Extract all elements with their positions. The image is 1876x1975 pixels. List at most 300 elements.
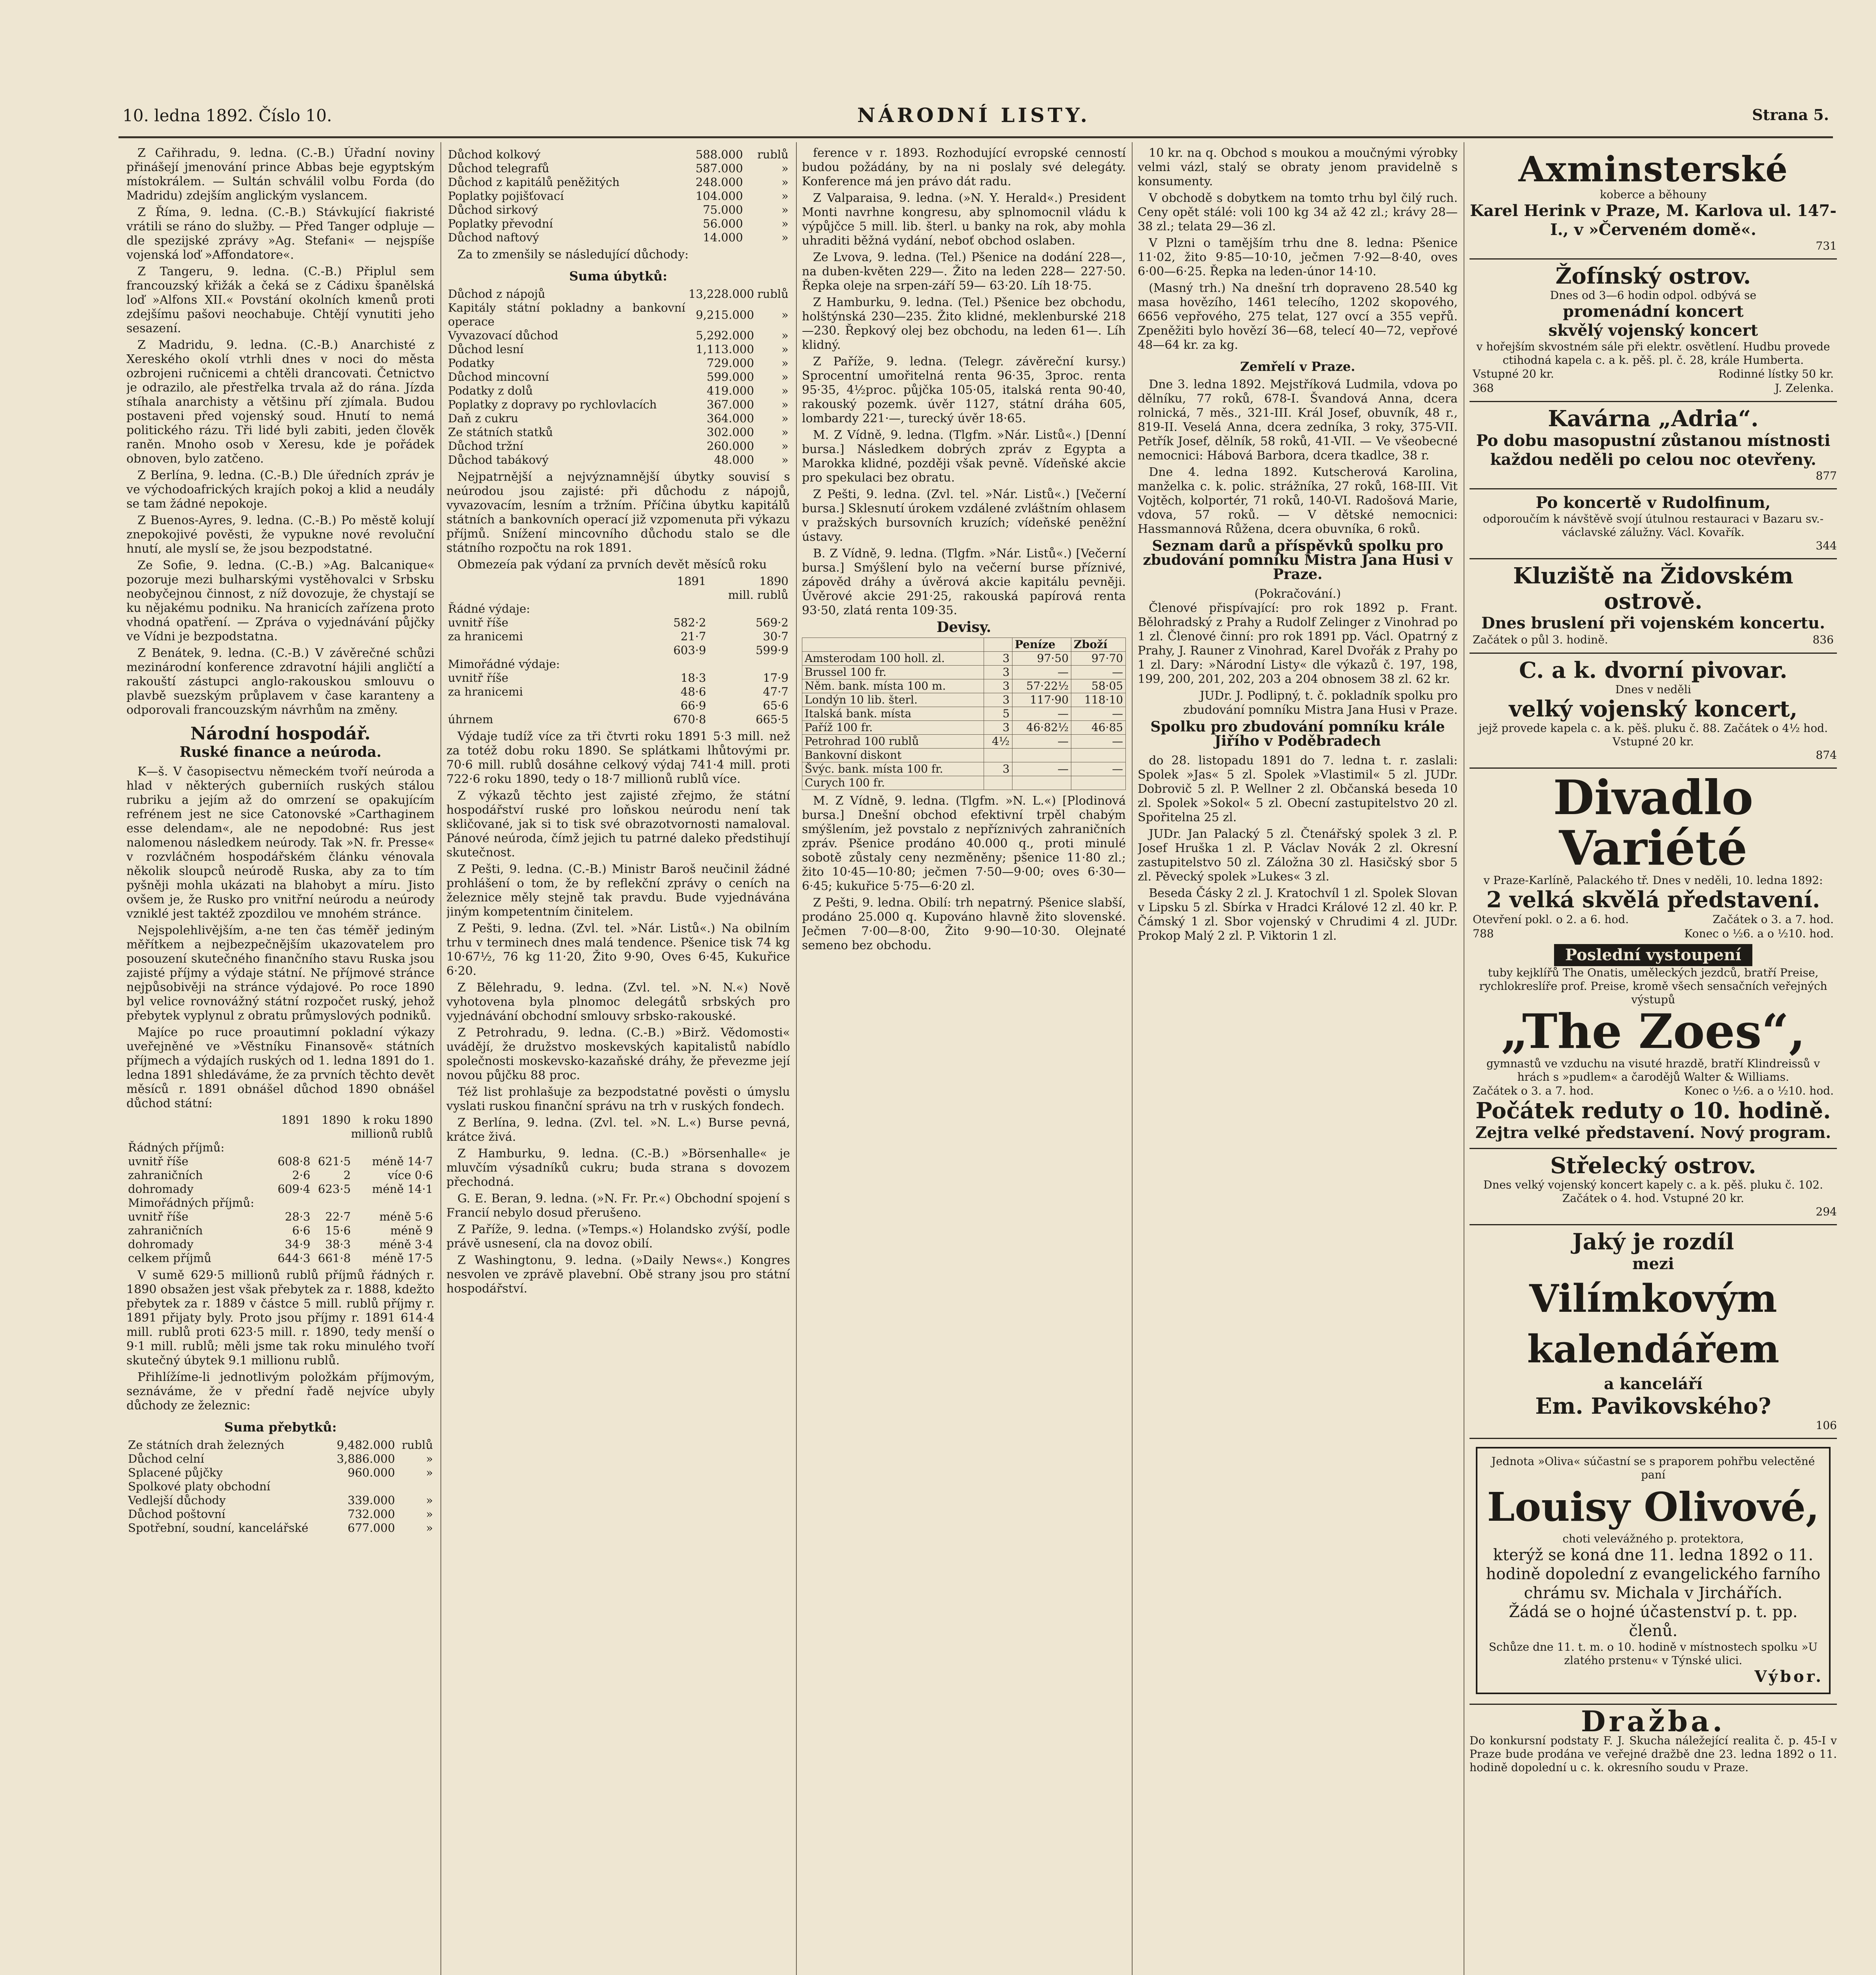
news-paragraph: Ze Lvova, 9. ledna. (Tel.) Pšenice na dodání 228—, na duben-květen 229—. Žito na leden 228— 227·50. Řepka oleje na srpen-září 59— 63·20. Líh 18·75.	[802, 250, 1126, 293]
news-paragraph: Z Paříže, 9. ledna. (»Temps.«) Holandsko zvýší, podle právě usnesení, cla na dovoz obilí.	[446, 1223, 790, 1251]
table-cell	[329, 1480, 397, 1493]
table-row	[802, 652, 1126, 666]
table-cell: dohromady	[128, 1182, 194, 1196]
table-cell: Italská bank. místa	[802, 707, 984, 721]
news-paragraph: V Plzni o tamějším trhu dne 8. ledna: Pšenice 11·02, žito 9·85—10·10, ječmen 7·92—8·40, oves 6·00—6·25. Řepka na leden-únor 14·10.	[1138, 236, 1458, 278]
news-paragraph: Z Pešti, 9. ledna. (Zvl. tel. »Nár. Listů«.) Na obilním trhu v terminech dnes malá tendence. Pšenice tisk 74 kg 10·67½, 76 kg 11·20, Žito 9·90, Oves 6·45, Kukuřice 6·20.	[446, 922, 790, 978]
ad-text: Začátek o 3. a 7. hod.	[1712, 913, 1834, 926]
ad-text: koberce a běhouny	[1600, 188, 1707, 201]
ad-funeral-notice	[1470, 1439, 1837, 1705]
table-cell: Švýc. bank. místa 100 fr.	[802, 762, 984, 776]
table-cell: méně 17·5	[372, 1251, 433, 1265]
table-unit: mill. rublů	[728, 588, 788, 602]
ad-signature: Výbor.	[1754, 1667, 1823, 1686]
table-row	[446, 287, 790, 301]
table-cell: 677.000	[348, 1521, 395, 1535]
table-header-cell	[984, 638, 1012, 652]
table-cell: méně 3·4	[379, 1238, 433, 1251]
table-row	[446, 425, 790, 439]
table-cell: 3	[984, 652, 1012, 666]
table-cell: 670·8	[673, 713, 706, 726]
table-row	[802, 749, 1126, 762]
table-cell: —	[1012, 707, 1071, 721]
news-paragraph: V obchodě s dobytkem na tomto trhu byl čilý ruch. Ceny opět stálé: voli 100 kg 34 až 42 zl.; krávy 28—38 zl.; telata 29—36 zl.	[1138, 191, 1458, 233]
table-cell: 1,113.000	[696, 342, 754, 356]
ad-price: Vstupné 20 kr.	[1473, 367, 1554, 380]
table-cell: 3,886.000	[337, 1452, 395, 1465]
ad-row	[1470, 381, 1837, 395]
column-4	[1138, 146, 1458, 1975]
table-cell	[312, 1196, 352, 1210]
table-cell: 599·9	[755, 643, 788, 657]
ad-heading: Střelecký ostrov.	[1550, 1153, 1756, 1179]
table-cell: 603·9	[673, 643, 706, 657]
table-cell: Ze státních statků	[448, 425, 553, 439]
ad-heading: Em. Pavikovského?	[1535, 1393, 1771, 1419]
donation-paragraph: do 28. listopadu 1891 do 7. ledna t. r. zaslali: Spolek »Jas« 5 zl. Spolek »Vlastimil« 5 zl. JUDr. Dobrovič 5 zl. P. Wellner 2 zl. Občanská beseda 10 zl. Spolek »Sokol« 5 zl. Obecní zastupitelstvo 20 zl. Spořitelna 25 zl.	[1138, 754, 1458, 824]
news-paragraph: Z Tangeru, 9. ledna. (C.-B.) Připlul sem francouzský křižák a čeká se z Cádixu španělská loď »Alfons XII.« Povstání okolních kmenů proti zdejšímu pašovi neochabuje. Chtějí vynutiti jeho sesazení.	[126, 265, 435, 335]
table-header-cell: 1890	[759, 574, 788, 588]
table-cell: Důchod z kapitálů peněžitých	[448, 175, 620, 189]
news-paragraph: Též list prohlašuje za bezpodstatné pověsti o úmyslu vyslati ruskou finanční správu na trh v ruských fondech.	[446, 1085, 790, 1113]
table-cell: Poplatky z dopravy po rychlovlacích	[448, 398, 657, 411]
revenue-items-table	[446, 148, 790, 245]
table-row	[802, 679, 1126, 693]
table-row	[126, 1210, 435, 1224]
table-cell: 5	[984, 707, 1012, 721]
table-cell: uvnitř říše	[128, 1155, 188, 1168]
table-body	[446, 148, 790, 245]
table-cell: Důchod lesní	[448, 342, 524, 356]
news-paragraph: M. Z Vídně, 9. ledna. (Tlgfm. »N. L.«) [Plodinová bursa.] Dnešní obchod efektivní trpěl chabým smýšlením, jež povstalo z nepříznivých zahraničních zpráv. Pšenice prodáno 40.000 q., proti minulé sobotě zůstaly ceny nezměněny; pšenice 11·80 zl.; žito 10·45—10·80; ječmen 7·50—9·00; oves 6·30—6·45; kukuřice 5·75—6·20 zl.	[802, 794, 1126, 893]
news-paragraph: G. E. Beran, 9. ledna. (»N. Fr. Pr.«) Obchodní spojení s Francií nebylo dosud přerušeno.	[446, 1192, 790, 1220]
table-cell: 17·9	[763, 671, 788, 685]
table-body	[126, 1155, 435, 1265]
table-row	[446, 616, 790, 630]
ad-text: promenádní koncert	[1563, 302, 1744, 321]
donation-paragraph: Členové přispívající: pro rok 1892 p. Frant. Bělohradský z Prahy a Rudolf Zelinger z Vinohrad po 1 zl. Členové činní: pro rok 1891 pp. Václ. Opatrný z Prahy, J. Rauner z Vinohrad, Karel Dvořák z Prahy po 1 zl. Dary: »Národní Listy« dle výkazů č. 197, 198, 199, 200, 201, 202, 203 a 204 obnosem 38 zl. 62 kr.	[1138, 601, 1458, 686]
table-cell: Důchod telegrafů	[448, 162, 549, 175]
table-cell: celkem příjmů	[128, 1251, 212, 1265]
table-row	[446, 203, 790, 217]
news-paragraph: Z Washingtonu, 9. ledna. (»Daily News«.) Kongres nesvolen ve zprávě plavební. Obě strany jsou pro státní hospodářství.	[446, 1253, 790, 1296]
table-cell: 15·6	[325, 1224, 351, 1237]
article-paragraph: Z výkazů těchto jest zajisté zřejmo, že státní hospodářství ruské pro loňskou neúrodu není tak skličované, jak si to tisk své obrazotvornosti namaloval. Pánové neúroda, čímž jejich tu patrné daleko předstihují skutečnost.	[446, 789, 790, 860]
table-row	[126, 1452, 435, 1466]
table-row	[446, 356, 790, 370]
table-row	[126, 1493, 435, 1507]
news-paragraph: M. Z Vídně, 9. ledna. (Tlgfm. »Nár. Listů«.) [Denní bursa.] Následkem dobrých zpráv z Egypta a Marokka klidné, později však pevně. Vídeňské akcie pro spekulaci bez obratu.	[802, 428, 1126, 485]
ad-heading: Axminsterské	[1518, 149, 1788, 190]
ad-number: 874	[1816, 749, 1837, 762]
ad-carpets	[1470, 146, 1837, 260]
table-cell: »	[781, 231, 788, 244]
table-cell: 6·6	[292, 1224, 310, 1237]
news-paragraph: B. Z Vídně, 9. ledna. (Tlgfm. »Nár. Listů«.) [Večerní bursa.] Smýšlení bylo na večerní burse příznivé, zápověd dráhy a úvěrová akcie kapitálu pevněji. Úvěrové akcie 291·25, rakouská papírová renta 93·50, zlatá renta 109·35.	[802, 547, 1126, 617]
table-cell: Mimořádných příjmů:	[128, 1196, 254, 1209]
table-title: Devisy.	[936, 619, 992, 636]
table-cell: uvnitř říše	[448, 616, 508, 629]
ad-text: Jednota »Oliva« súčastní se s praporem pohřbu velectěné paní	[1491, 1455, 1815, 1481]
obituary-paragraph: Dne 4. ledna 1892. Kutscherová Karolina, manželka c. k. polic. strážníka, 27 roků, 168-III. Vit Vojtěch, kolportér, 71 roků, 140-VI. Radošová Marie, vdova, 57 roků. — V dětské nemocnici: Hassmannová Růžena, dcera obuvníka, 6 roků.	[1138, 465, 1458, 536]
obituary-paragraph: Dne 3. ledna 1892. Mejstříková Ludmila, vdova po dělníku, 77 roků, 678-I. Švandová Anna, dcera rolnická, 7 měs., 321-III. Král Josef, obuvník, 48 r., 819-II. Veselá Anna, dcera zedníka, 3 roky, 375-VII. Petřík Josef, dělník, 58 roků, 41-VII. — Ve všeobecné nemocnici: Hábová Barbora, dcera tkadlce, 38 r.	[1138, 378, 1458, 463]
table-row	[126, 1238, 435, 1251]
table-cell: »	[781, 162, 788, 175]
ad-text: jejž provede kapela c. a k. pěš. pluku č. 88. Začátek o 4½ hod. Vstupné 20 kr.	[1478, 722, 1828, 748]
donation-paragraph: Beseda Čásky 2 zl. J. Kratochvíl 1 zl. Spolek Slovan v Lipsku 5 zl. Sbírka v Hradci Králové 12 zl. 40 kr. P. Čámský 1 zl. Sbor vojenský v Chrudimi 4 zl. JUDr. Prokop Malý 2 zl. P. Viktorin 1 zl.	[1138, 886, 1458, 943]
table-cell: 22·7	[325, 1210, 351, 1223]
ad-text: mezi	[1632, 1255, 1674, 1273]
table-cell: za hranicemi	[448, 685, 523, 698]
table-row	[126, 1251, 435, 1265]
ad-number: 294	[1816, 1205, 1837, 1218]
ad-variete	[1470, 769, 1837, 1149]
table-cell: 364.000	[707, 412, 754, 425]
table-cell: zahraničních	[128, 1224, 203, 1237]
table-body	[446, 287, 790, 467]
table-cell: »	[781, 412, 788, 425]
ad-heading: Žofínský ostrov.	[1555, 263, 1751, 289]
table-cell: uvnitř říše	[128, 1210, 188, 1223]
signature: JUDr. J. Podlipný, t. č. pokladník spolku pro zbudování pomníku Mistra Jana Husi v Praze.	[1183, 689, 1458, 717]
table-header-cell: 1891	[677, 574, 706, 588]
table-row	[126, 1155, 435, 1168]
ad-heading: Vilímkovým kalendářem	[1527, 1276, 1780, 1371]
section-heading: Národní hospodář.	[190, 724, 371, 744]
table-cell: Důchod poštovní	[128, 1507, 226, 1521]
table-row	[126, 1438, 435, 1452]
table-cell: 57·22½	[1012, 679, 1071, 693]
table-row	[446, 713, 790, 726]
ad-text: Dnes velký vojenský koncert kapely c. a k. pěš. pluku č. 102. Začátek o 4. hod. Vstupné 20 kr.	[1483, 1178, 1823, 1205]
table-cell: »	[426, 1452, 433, 1465]
table-cell: —	[1071, 666, 1126, 679]
table-cell: 14.000	[703, 231, 743, 244]
ad-text: tuby kejklířů The Onatis, uměleckých jezdců, bratří Preise, rychlokreslíře prof. Preise, kromě všech sensačních veřejných výstupů	[1479, 966, 1827, 1006]
column-divider	[440, 142, 441, 1975]
table-cell	[446, 699, 625, 713]
table-row	[446, 189, 790, 203]
article-paragraph: Majíce po ruce proautimní pokladní výkazy uveřejněné ve »Věstníku Finansově« státních příjmech a výdajích ruských od 1. ledna 1891 do 1. ledna 1891 shledáváme, že za prvních těchto devět měsíců r. 1891 obnášel důchod 1890 obnášel důchod státní:	[126, 1025, 435, 1110]
table-row	[126, 1480, 435, 1493]
table-cell: 118·10	[1071, 693, 1126, 707]
table-cell: 2·6	[292, 1168, 310, 1182]
table-cell: 339.000	[348, 1493, 395, 1507]
news-paragraph: Z Petrohradu, 9. ledna. (C.-B.) »Birž. Vědomosti« uvádějí, že družstvo moskevských kapitalistů nabídlo společnosti moskevsko-kazaňské dráhy, že převezme její novou půjčku 88 proc.	[446, 1026, 790, 1082]
ad-text: Dnes v neděli	[1615, 683, 1692, 696]
table-cell: 58·05	[1071, 679, 1126, 693]
table-cell: méně 5·6	[379, 1210, 433, 1223]
news-paragraph: Z Valparaisa, 9. ledna. (»N. Y. Herald«.) President Monti navrhne kongresu, aby splnomocnil vládu k výpůjčce 5 mill. lib. šterl. u banky na rok, aby mohla uhraditi běžná vydání, neboť obchod oslaben.	[802, 191, 1126, 248]
table-cell: 9,215.000	[696, 308, 754, 322]
table-cell: 367.000	[707, 398, 754, 411]
table-row	[126, 1507, 435, 1521]
ad-text: Po dobu masopustní zůstanou místnosti každou neděli po celou noc otevřeny.	[1476, 431, 1831, 469]
donation-paragraph: JUDr. Jan Palacký 5 zl. Čtenářský spolek 3 zl. P. Josef Hruška 1 zl. P. Václav Novák 2 zl. Okresní zastupitelstvo 50 zl. Záložna 30 zl. Hasičský sbor 5 zl. Pěvecký spolek »Lukes« 3 zl.	[1138, 827, 1458, 884]
table-cell: Kapitály státní pokladny a bankovní operace	[448, 301, 685, 328]
table-cell: Amsterodam 100 holl. zl.	[802, 652, 984, 666]
table-row	[446, 370, 790, 384]
table-row	[446, 301, 790, 329]
ad-text: Konec o ½6. a o ½10. hod.	[1684, 1084, 1834, 1097]
table-header-cell: k roku 1890	[363, 1113, 433, 1127]
table-row	[446, 643, 790, 657]
table-row	[446, 384, 790, 398]
table-cell: —	[1012, 666, 1071, 679]
table-cell	[1012, 776, 1071, 790]
table-row	[446, 148, 790, 162]
table-cell: 104.000	[695, 189, 743, 203]
ad-number: 877	[1816, 469, 1837, 482]
table-cell	[446, 643, 625, 657]
ad-text: choti velevážného p. protektora,	[1562, 1532, 1744, 1545]
ad-auction	[1470, 1705, 1837, 1780]
table-cell: 419.000	[707, 384, 754, 397]
header-rule	[119, 136, 1833, 138]
continuation-note: (Pokračování.)	[1254, 587, 1341, 601]
table-cell: —	[1071, 762, 1126, 776]
table-cell: Důchod tabákový	[448, 453, 549, 466]
table-cell: 117·90	[1012, 693, 1071, 707]
table-cell	[1071, 749, 1126, 762]
table-cell: úhrnem	[448, 713, 493, 726]
table-row	[126, 1521, 435, 1535]
ad-text: odporoučím k návštěvě svojí útulnou restauraci v Bazaru sv.-václavské zálužny. Václ. Kovařík.	[1483, 512, 1824, 539]
article-title: Ruské finance a neúroda.	[179, 744, 382, 760]
news-paragraph: Z Paříže, 9. ledna. (Telegr. závěreční kursy.) Sprocentní umořitelná renta 96·35, 3proc. renta 95·35, 4½proc. půjčka 105·05, italská renta 90·40, rakouský pozemk. úvěr 1127, státní dráha 605, lombardy 221·—, turecký úvěr 18·65.	[802, 355, 1126, 425]
section-heading: Zemřelí v Praze.	[1240, 359, 1355, 374]
table-cell: »	[781, 356, 788, 370]
expenditure-table	[446, 574, 790, 726]
ad-row	[1470, 367, 1837, 381]
ad-heading: Dražba.	[1581, 1704, 1725, 1738]
article-paragraph: Přihlížíme-li jednotlivým položkám příjmovým, seznáváme, že v přední řadě nejvíce ubyly důchody ze železnic:	[126, 1370, 435, 1413]
table-header-cell: Zboží	[1071, 638, 1126, 652]
news-paragraph: Z Buenos-Ayres, 9. ledna. (C.-B.) Po městě kolují znepokojivé pověsti, že vypukne nové revoluční hnutí, ale myslí se, že jsou bezpodstatné.	[126, 514, 435, 556]
news-paragraph: Z Hamburku, 9. ledna. (Tel.) Pšenice bez obchodu, holštýnská 230—235. Žito klidné, meklenburské 218—230. Řepkový olej bez obchodu, na leden 61—. Líh klidný.	[802, 295, 1126, 352]
ad-heading: Kavárna „Adria“.	[1548, 406, 1759, 432]
table-cell: 47·7	[763, 685, 788, 698]
table-cell: 729.000	[707, 356, 754, 370]
article-paragraph: V sumě 629·5 millionů rublů příjmů řádných r. 1890 obsažen jest však přebytek za r. 1888, kdežto přebytek za r. 1889 v částce 5 mill. rublů příjmy r. 1891 přijaty byly. Proto jsou příjmy r. 1891 614·4 mill. rublů proti 623·5 mill. r. 1890, tedy menší o 9·1 mill. rublů; měli jsme tak roku minulého tvoří skutečný úbytek 9.1 millionu rublů.	[126, 1268, 435, 1367]
table-cell: 3	[984, 721, 1012, 735]
ad-row	[1470, 927, 1837, 941]
table-cell: 2	[343, 1168, 351, 1182]
table-cell: »	[781, 384, 788, 397]
table-cell: »	[426, 1493, 433, 1507]
table-row	[126, 1466, 435, 1480]
ad-text: Dnes od 3—6 hodin odpol. odbývá se	[1550, 289, 1757, 302]
ad-row	[1470, 1084, 1837, 1098]
table-cell: 30·7	[763, 630, 788, 643]
ad-signature: J. Zelenka.	[1775, 382, 1834, 395]
table-cell: 588.000	[695, 148, 743, 161]
ad-text: gymnastů ve vzduchu na visuté hrazdě, bratří Klindreissů v hrách s »pudlem« a čarodějů Walter & Williams.	[1486, 1057, 1820, 1083]
table-row	[446, 162, 790, 175]
table-header-cell: 1891	[281, 1113, 310, 1127]
table-body	[446, 616, 790, 657]
article-paragraph: Za to zmenšily se následující důchody:	[457, 248, 689, 261]
ad-number: 788	[1473, 927, 1494, 940]
table-cell: 608·8	[277, 1155, 310, 1168]
ad-shooting-island	[1470, 1149, 1837, 1225]
table-row	[446, 439, 790, 453]
news-paragraph: (Masný trh.) Na dnešní trh dopraveno 28.540 kg masa hovězího, 1461 telecího, 1202 skopového, 6656 vepřového, 275 telat, 127 ovcí a 355 vepřů. Zpeněžiti bylo hovězí 36—68, telecí 40—72, vepřové 48—64 kr. za kg.	[1138, 281, 1458, 352]
table-row	[802, 666, 1126, 679]
masthead: NÁRODNÍ LISTY.	[857, 103, 1090, 127]
table-cell	[984, 776, 1012, 790]
table-cell: 66·9	[680, 699, 706, 712]
table-cell: 587.000	[695, 162, 743, 175]
table-body	[802, 652, 1126, 790]
table-cell: 75.000	[703, 203, 743, 216]
table-cell: 9,482.000	[337, 1438, 395, 1452]
table-cell: 644·3	[277, 1251, 310, 1265]
news-paragraph: Ze Sofie, 9. ledna. (C.-B.) »Ag. Balcanique« pozoruje mezi bulharskými vystěhovalci v Srbsku neobyčejnou činnost, z níž dovozuje, že chystají se ku nějakému podniku. Na hranicích zařízena proto vhodná opatření. — Zpráva o vyjednávání půjčky ve Vídni je bezpodstatna.	[126, 559, 435, 643]
table-row	[446, 453, 790, 467]
table-cell: méně 14·7	[372, 1155, 433, 1168]
news-paragraph: Z Cařihradu, 9. ledna. (C.-B.) Úřadní noviny přinášejí jmenování prince Abbas beje egyptským místokrálem. — Sultán schválil volbu Forda (do Madridu) zdejším anglickým vyslancem.	[126, 146, 435, 203]
ad-text: v Praze-Karlíně, Palackého tř. Dnes v neděli, 10. ledna 1892:	[1483, 874, 1823, 887]
table-cell: 48.000	[714, 453, 754, 466]
news-paragraph: Z Benátek, 9. ledna. (C.-B.) V závěrečné schůzi mezinárodní konference zdravotní hájili angličtí a rakouští zástupci anglo-rakouskou smlouvu o plavbě suezským průplavem v čase karanteny a odporovali francouzským návrhům na změny.	[126, 646, 435, 717]
table-row	[126, 1224, 435, 1238]
table-cell: 582·2	[673, 616, 706, 629]
ad-text: Karel Herink v Praze, M. Karlova ul. 147-I., v »Červeném domě«.	[1470, 201, 1836, 239]
ad-highlight: Poslední vystoupení	[1554, 944, 1752, 966]
table-cell: Důchod kolkový	[448, 148, 541, 161]
ad-text: kterýž se koná dne 11. ledna 1892 o 11. hodině dopolední z evangelického farního chrámu sv. Michala v Jirchářích.	[1486, 1546, 1821, 1602]
section-heading: Seznam darů a příspěvků spolku pro zbudování pomníku Mistra Jana Husi v Praze.	[1143, 538, 1453, 583]
table-row	[802, 693, 1126, 707]
table-cell: »	[781, 370, 788, 384]
ad-adria	[1470, 402, 1837, 489]
table-cell: »	[781, 203, 788, 216]
news-paragraph: Z Pešti, 9. ledna. Obilí: trh nepatrný. Pšenice slabší, prodáno 25.000 q. Kupováno hlavně žito slovenské. Ječmen 7·00—8·00, Žito 9·90—10·30. Olejnaté semeno bez obchodu.	[802, 896, 1126, 952]
column-2	[446, 146, 790, 1975]
table-cell: Bankovní diskont	[802, 749, 984, 762]
table-cell: za hranicemi	[448, 630, 523, 643]
ad-number: 106	[1816, 1419, 1837, 1432]
table-cell: rublů	[757, 148, 788, 161]
table-row	[802, 707, 1126, 721]
ad-number: 836	[1812, 633, 1834, 646]
table-cell: 661·8	[318, 1251, 351, 1265]
table-cell: Spotřební, soudní, kancelářské	[128, 1521, 309, 1535]
table-cell: »	[781, 329, 788, 342]
table-cell: Ze státních drah železných	[128, 1438, 284, 1452]
table-body	[126, 1438, 435, 1535]
table-cell: rublů	[757, 287, 788, 301]
ad-price: Rodinné lístky 50 kr.	[1718, 367, 1834, 380]
ad-text: Počátek reduty o 10. hodině.	[1475, 1098, 1831, 1124]
column-3	[802, 146, 1126, 1975]
table-cell: Vyvazovací důchod	[448, 329, 559, 342]
table-cell: 665·5	[755, 713, 788, 726]
table-cell	[984, 749, 1012, 762]
table-cell	[352, 1196, 435, 1210]
table-cell: Důchod naftový	[448, 231, 539, 244]
table-cell: 3	[984, 679, 1012, 693]
table-row	[802, 762, 1126, 776]
news-paragraph: ference v r. 1893. Rozhodující evropské cenností budou požádány, by na ni poslaly své delegáty. Konference má jen právo dát radu.	[802, 146, 1126, 188]
table-cell: rublů	[401, 1438, 433, 1452]
ad-text: a kanceláří	[1604, 1375, 1703, 1393]
table-cell: »	[781, 425, 788, 439]
table-cell: »	[781, 189, 788, 203]
table-cell: Daň z cukru	[448, 412, 518, 425]
page-header	[122, 103, 1829, 134]
table-header-cell	[446, 574, 625, 588]
article-paragraph: Nejpatrnější a nejvýznamnější úbytky souvisí s neúrodou jsou zajisté: při důchodu z nápojů, vyvazovacím, lesním a tržním. Příčina úbytku kapitálů státních a bankovních operací již vzpomenuta při výkazu příjmů. Snížení mincovního důchodu stalo se dle státního rozpočtu na rok 1891.	[446, 470, 790, 555]
table-row	[446, 412, 790, 425]
news-paragraph: 10 kr. na q. Obchod s moukou a moučnými výrobky velmi vázl, stalý se obraty jenom pravidelně s konsumenty.	[1138, 146, 1458, 188]
column-1	[126, 146, 435, 1975]
deficit-table	[446, 287, 790, 467]
ad-heading: C. a k. dvorní pivovar.	[1519, 657, 1788, 683]
table-cell: 28·3	[285, 1210, 310, 1223]
ad-text: Dnes bruslení při vojenském koncertu.	[1481, 614, 1825, 632]
table-cell: zahraničních	[128, 1168, 203, 1182]
ad-heading: Kluziště na Židovském ostrově.	[1513, 563, 1793, 614]
table-cell: 609·4	[277, 1182, 310, 1196]
ad-text: Začátek o půl 3. hodině.	[1473, 633, 1608, 646]
table-title: Suma úbytků:	[569, 269, 668, 284]
table-cell: méně 9	[390, 1224, 433, 1237]
table-row	[126, 1182, 435, 1196]
ad-text: v hořejším skvostném sále při elektr. osvětlení. Hudbu provede ctihodná kapela c. a k. pěš. pl. č. 28, krále Humberta.	[1476, 340, 1830, 367]
table-cell: 3	[984, 666, 1012, 679]
ad-row	[1470, 912, 1837, 927]
ad-text: Začátek o 3. a 7. hod.	[1473, 1084, 1594, 1097]
devisy-table	[802, 638, 1126, 790]
table-row	[446, 217, 790, 231]
table-cell: Vedlejší důchody	[128, 1493, 226, 1507]
table-header-cell: 1890	[322, 1113, 351, 1127]
ad-text: Schůze dne 11. t. m. o 10. hodině v místnostech spolku »U zlatého prstenu« v Týnské ulici.	[1488, 1640, 1818, 1667]
table-cell: 302.000	[707, 425, 754, 439]
table-cell: 46·82½	[1012, 721, 1071, 735]
table-cell: »	[781, 439, 788, 453]
table-row	[446, 671, 790, 685]
ad-zofin	[1470, 260, 1837, 402]
table-cell: 48·6	[680, 685, 706, 698]
ad-subheading	[1470, 944, 1837, 966]
ad-row	[1470, 633, 1837, 647]
table-row	[446, 342, 790, 356]
article-paragraph: Obmezeía pak výdaní za prvních devět měsíců roku	[457, 558, 767, 572]
table-cell: »	[426, 1521, 433, 1535]
table-row	[126, 1168, 435, 1182]
table-cell: 248.000	[695, 175, 743, 189]
table-cell: »	[781, 453, 788, 466]
column-divider	[1132, 142, 1133, 1975]
ad-heading: Po koncertě v Rudolfinum,	[1535, 493, 1771, 512]
table-label: Mimořádné výdaje:	[448, 657, 560, 671]
table-header-cell	[802, 638, 984, 652]
table-cell: —	[1071, 707, 1126, 721]
ad-text: 2 velká skvělá představení.	[1486, 887, 1820, 913]
surplus-table	[126, 1438, 435, 1535]
article-paragraph: K—š. V časopisectvu německém tvoří neúroda a hlad v některých guberniích ruských stálou rubriku a jejím až do omrzení se opakujícím refrénem jest ne sice Catonovské »Carthaginem esse delendam«, ale ne nepodobné: Rus jest nalomenou následkem neúrody. Tak »N. fr. Presse« v rozvláčném hospodářském článku vénovala několik sloupců neúrodě Ruska, aby za to tím pyšněji mohla ukázati na blahobyt a míru. Jisto ovšem je, že Rusko pro vnitřní neúrodu a neúrody vzniklé jest taktéž zpozdilou ve mnohém stránce.	[126, 765, 435, 921]
table-row	[126, 1196, 435, 1210]
article-paragraph: Výdaje tudíž více za tři čtvrti roku 1891 5·3 mill. než za totéž dobu roku 1890. Se splátkami lhůtovými pr. 70·6 mill. rublů dosáhne celkový výdaj 741·4 mill. proti 722·6 roku 1890, tedy o 18·7 millionů rublů více.	[446, 730, 790, 786]
table-cell: 56.000	[703, 217, 743, 230]
table-cell: Důchod celní	[128, 1452, 204, 1465]
table-label: Řádné výdaje:	[448, 602, 530, 615]
ad-text: velký vojenský koncert,	[1509, 696, 1798, 722]
table-row	[446, 685, 790, 699]
